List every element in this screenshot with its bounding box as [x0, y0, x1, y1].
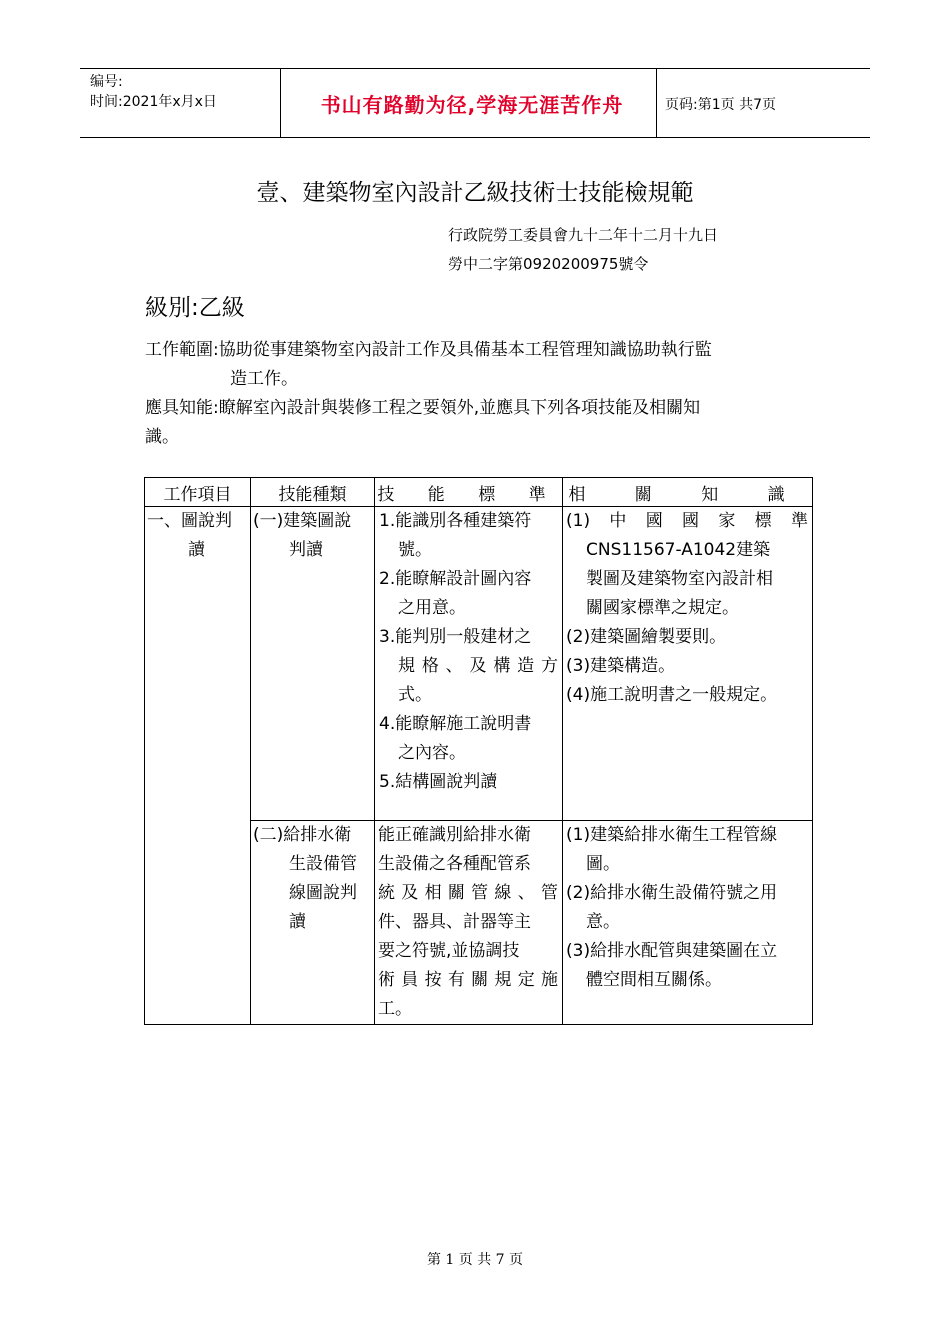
cell-line: (3)建築構造。 [566, 656, 676, 676]
cell-line: 之內容。 [398, 743, 466, 763]
cell-line: 一、圖說判 [147, 511, 232, 531]
cell-line: 4.能瞭解施工說明書 [379, 714, 532, 734]
cell-line: 線圖說判 [289, 883, 357, 903]
cell-line: 1.能識別各種建築符 [379, 511, 532, 531]
level-heading: 級別:乙級 [145, 295, 245, 321]
cell-line: 生設備管 [289, 854, 357, 874]
number-label: 编号: [90, 74, 123, 90]
header-page-info: 页码:第1页 共7页 [665, 97, 776, 113]
decree-number: 勞中二字第0920200975號令 [448, 255, 649, 273]
cell-line: 件、器具、計器等主 [378, 912, 531, 932]
cell-line: (1)建築給排水衛生工程管線 [566, 825, 778, 845]
page-header [80, 68, 870, 138]
header-divider [280, 69, 281, 137]
required-knowledge-line: 識。 [145, 427, 179, 447]
cell-line: 號。 [398, 540, 432, 560]
cell-line: (一)建築圖說 [253, 511, 352, 531]
cell-line: 工。 [378, 999, 412, 1019]
page-footer: 第 1 页 共 7 页 [426, 1252, 524, 1268]
work-scope-line: 工作範圍:協助從事建築物室內設計工作及具備基本工程管理知識協助執行監 [145, 340, 712, 360]
header-motto: 书山有路勤为径,学海无涯苦作舟 [320, 92, 624, 117]
cell-line: 能正確識別給排水衛 [378, 825, 531, 845]
cell-line: 讀 [188, 540, 205, 560]
cell-line: 術員按有關規定施 [378, 970, 558, 990]
cell-line: 統及相關管線、管 [378, 883, 558, 903]
document-title: 壹、建築物室內設計乙級技術士技能檢規範 [256, 180, 694, 206]
related-knowledge-cell [563, 507, 813, 821]
decree-line: 行政院勞工委員會九十二年十二月十九日 [448, 226, 719, 244]
cell-line: 生設備之各種配管系 [378, 854, 531, 874]
header-meta [90, 72, 217, 112]
skill-standard-cell [375, 821, 563, 1025]
time-label: 时间:2021年x月x日 [90, 94, 217, 110]
work-item-cell [145, 507, 251, 1025]
cell-line: (3)給排水配管與建築圖在立 [566, 941, 778, 961]
cell-line: 5.結構圖說判讀 [379, 772, 498, 792]
header-work-item: 工作項目 [145, 478, 251, 507]
cell-line: 體空間相互關係。 [586, 970, 722, 990]
cell-line: 要之符號,並協調技 [378, 941, 520, 961]
header-skill-type: 技能種類 [251, 478, 375, 507]
table-header-row [145, 478, 813, 507]
cell-line: 圖。 [586, 854, 620, 874]
required-knowledge [145, 394, 700, 452]
work-scope-line: 造工作。 [230, 369, 298, 389]
header-related-knowledge: 相 關 知 識 [563, 478, 813, 507]
cell-line: 規格、及構造方 [398, 656, 558, 676]
cell-line: (1)中國國家標準 [566, 511, 808, 531]
cell-line: (4)施工說明書之一般規定。 [566, 685, 778, 705]
cell-line: (2)給排水衛生設備符號之用 [566, 883, 778, 903]
cell-line: 關國家標準之規定。 [586, 598, 739, 618]
cell-line: CNS11567-A1042建築 [586, 540, 771, 560]
header-skill-standard: 技 能 標 準 [375, 478, 563, 507]
table-row [145, 507, 813, 821]
related-knowledge-cell [563, 821, 813, 1025]
required-knowledge-line: 應具知能:瞭解室內設計與裝修工程之要領外,並應具下列各項技能及相關知 [145, 398, 701, 418]
cell-line: 式。 [398, 685, 432, 705]
cell-line: 2.能瞭解設計圖內容 [379, 569, 532, 589]
cell-line: (2)建築圖繪製要則。 [566, 627, 727, 647]
skill-standard-cell [375, 507, 563, 821]
cell-line: 製圖及建築物室內設計相 [586, 569, 773, 589]
cell-line: 之用意。 [398, 598, 466, 618]
header-divider [656, 69, 657, 137]
cell-line: 判讀 [289, 540, 323, 560]
skill-type-cell [251, 821, 375, 1025]
cell-line: 讀 [289, 912, 306, 932]
cell-line: (二)給排水衛 [253, 825, 352, 845]
skill-type-cell [251, 507, 375, 821]
skill-spec-table [144, 477, 813, 1025]
cell-line: 意。 [586, 912, 620, 932]
cell-line: 3.能判別一般建材之 [379, 627, 532, 647]
work-scope [145, 336, 712, 394]
